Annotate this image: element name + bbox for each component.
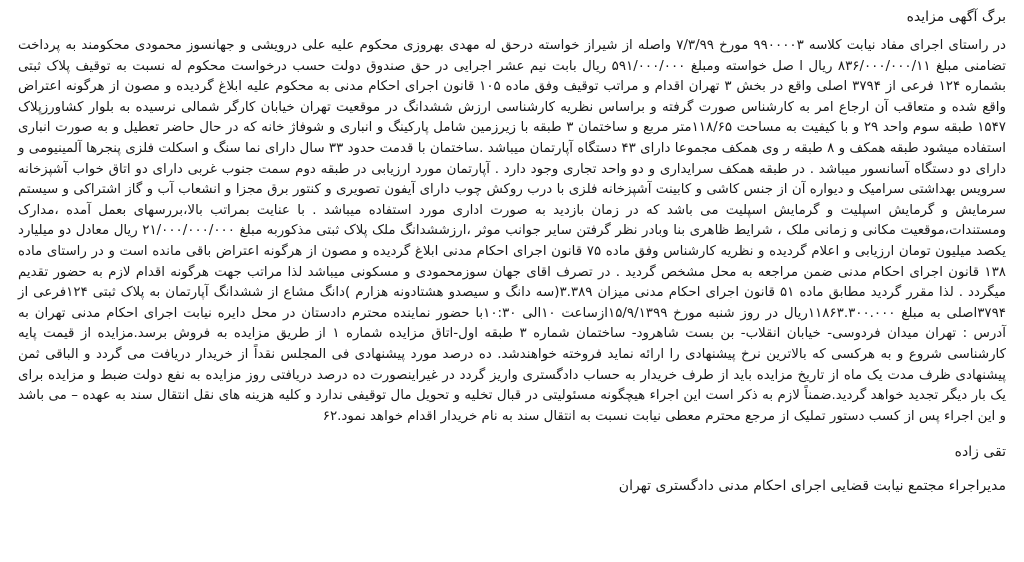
notice-title: برگ آگهی مزایده — [906, 9, 1006, 25]
notice-body-paragraph: در راستای اجرای مفاد نیابت کلاسه ۹۹۰۰۰۰۳ مورخ ۷/۳/۹۹ واصله از شیراز خواسته درحق له مهدی بهروزی محکوم علیه علی درویشی و جهانسوز محمودی محکومند به پرداخت تضامنی مبلغ ۸۳۶/۰۰۰/۰۰۰/۱۱ ریال ا صل خواسته ومبلغ ۵۹۱/۰۰۰/۰۰۰ ریال بابت نیم عشر اجرایی در حق صندوق دولت حسب درخواست محکوم له نسبت به توقیف پلاک ثبتی بشماره ۱۲۴ فرعی از ۳۷۹۴ اصلی واقع در بخش ۳ تهران اقدام و مراتب توقیف وفق ماده ۱۰۵ قانون اجرای احکام مدنی به محکوم علیه ابلاغ گردیده و مصون از هرگونه اعتراض واقع شده و متعاقب آن ارجاع امر به کارشناس صورت گرفته و براساس نظریه کارشناسی ارزش ششدانگ در موقعیت تهران خیابان کارگر شمالی نرسیده به بلوار کشاورزپلاک ۱۵۴۷ طبقه سوم واحد ۲۹ و با کیفیت به مساحت ۱۱۸/۶۵متر مربع و ساختمان ۳ طبقه با زیرزمین شامل پارکینگ و انباری و شوفاژ خانه که در حال حاضر تعطیل و به صورت انباری استفاده میشود طبقه همکف و ۸ طبقه ر وی همکف مجموعا دارای ۴۳ دستگاه آپارتمان میباشد .ساختمان با قدمت حدود ۳۳ سال دارای نما سنگ و اسکلت فلزی پنجرها آلمینیومی و دارای دو دستگاه آسانسور میباشد . در طبقه همکف سرایداری و دو واحد تجاری وجود دارد . آپارتمان مورد ارزیابی در طبقه دوم سمت جنوب غربی دارای دو اتاق خواب آشپزخانه سرویس بهداشتی سرامیک و دیواره آن از جنس کاشی و کابینت آشپزخانه فلزی با درب روکش چوب دارای آیفون تصویری و کنتور برق مجزا و انشعاب آب و گاز اشتراکی و سیستم سرمایش و گرمایش اسپلیت و گرمایش اسپلیت می باشد که در زمان بازدید به صورت اداری مورد استفاده میباشد . با عنایت بمراتب بالا،بررسهای بعمل آمده ،مدارک ومستندات،موقعیت مکانی و زمانی ملک ، شرایط ظاهری بنا وبادر نظر گرفتن سایر جوانب موثر ،ارزششدانگ ملک پلاک ثبتی مذکوربه مبلغ ۲۱/۰۰۰/۰۰۰/۰۰۰ ریال معادل دو میلیارد یکصد میلیون تومان ارزیابی و اعلام گردیده و نظریه کارشناس وفق ماده ۷۵ قانون اجرای احکام مدنی ابلاغ گردیده و مصون از هرگونه اعتراض باقی مانده است و در راستای ماده ۱۳۸ قانون اجرای احکام مدنی ضمن مراجعه به محل مشخص گردید . در تصرف اقای جهان سوزمحمودی و مسکونی میباشد لذا مراتب جهت هرگونه اقدام لازم به حضور تقدیم میگردد . لذا مقرر گردید مطابق ماده ۵۱ قانون اجرای احکام مدنی میزان ۳.۳۸۹(سه دانگ و سیصدو هشتادونه هزارم )دانگ مشاع از ششدانگ آپارتمان به پلاک ثبتی ۱۲۴فرعی از ۳۷۹۴اصلی به مبلغ ۱۱۸۶۳.۳۰۰.۰۰۰ریال در روز شنبه مورخ ۱۵/۹/۱۳۹۹ازساعت ۱۰الی ۱۰:۳۰با حضور نماینده محترم دادستان در محل دایره نیابت اجرای احکام مدنی تهران به آدرس : تهران میدان فردوسی- خیابان انقلاب- بن بست شاهرود- ساختمان شماره ۳ طبقه اول-اتاق مزایده شماره ۱ از طریق مزایده به فروش برسد.مزایده از قیمت پایه کارشناسی شروع و به هرکسی که بالاترین نرخ پیشنهادی را ارائه نماید فروخته خواهندشد. ده درصد مورد پیشنهادی فی المجلس نقداً از خریدار دریافت می گردد و الباقی ثمن پیشنهادی ظرف مدت یک ماه از تاریخ مزایده باید از طرف خریدار به حساب دادگستری واریز گردد در غیراینصورت ده درصد دریافتی روز مزایده به نفع دولت ضبط و مزایده برای یک بار دیگر تجدید خواهد گردید.ضمناً لازم به ذکر است این اجراء هیچگونه مسئولیتی در قبال تخلیه و تحویل مال توقیفی ندارد و کلیه هزینه های نقل انتقال سند به عهده – می باشد و این اجراء پس از کسب دستور تملیک از مرجع محترم معطی نیابت نسبت به انتقال سند به نام خریدار اقدام خواهد نمود.۶۲ — [18, 38, 1007, 424]
signer-name: تقی زاده — [954, 444, 1006, 461]
signer-title: مدیراجراء مجتمع نیابت قضایی اجرای احکام مدنی دادگستری تهران — [618, 478, 1006, 495]
